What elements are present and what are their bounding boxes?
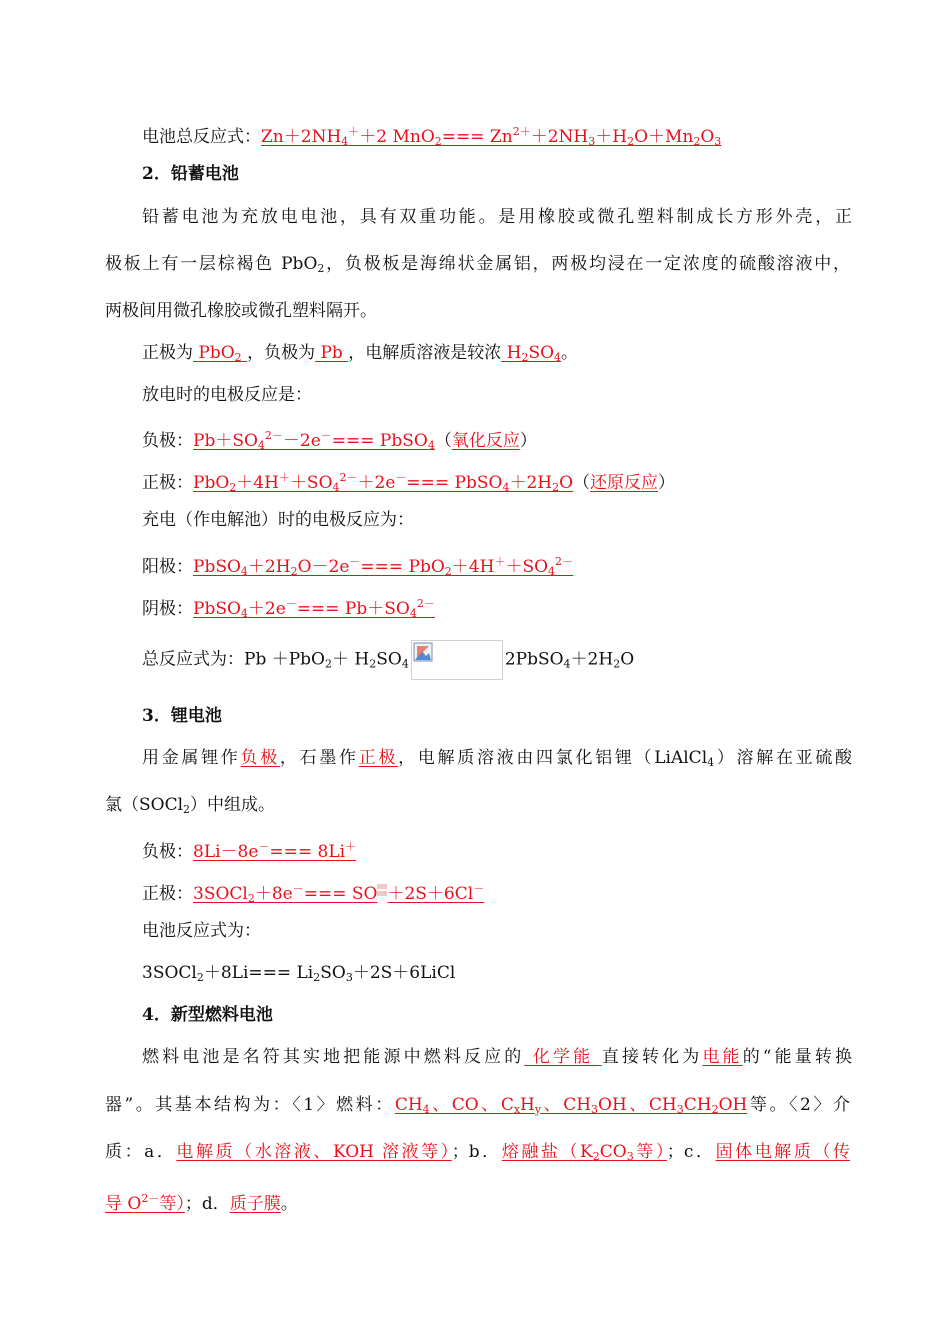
fuel-paragraph-line-4: 导 $O^{2-}$等）；d．质子膜。 bbox=[105, 1192, 298, 1214]
answer-electrolyte: $H_2SO_4$ bbox=[506, 343, 562, 364]
lithium-negative-line: 负极：8Li－8e－=== 8Li＋ bbox=[142, 840, 357, 862]
answer-cathode: PbO$_2$ bbox=[198, 343, 242, 364]
charge-label: 充电（作电解池）时的电极反应为： bbox=[142, 510, 414, 530]
electrodes-line: 正极为 PbO$_2$ ，负极为 Pb ，电解质溶液是较浓 $H_2SO_4$。 bbox=[142, 343, 579, 364]
cathode-line: 阴极：PbSO$_4$＋2e－=== $Pb+SO_4^{2-}$ bbox=[142, 597, 435, 620]
discharge-label: 放电时的电极反应是： bbox=[142, 385, 312, 405]
lithium-positive-line: 正极：3SOCl$_2$＋8e－=== SO ＋2S＋6Cl－ bbox=[142, 882, 485, 905]
section-heading-lithium: 3．锂电池 bbox=[142, 706, 222, 726]
total-reaction-line bbox=[142, 120, 852, 154]
cell-reaction-label: 电池反应式为： bbox=[142, 921, 261, 941]
lithium-paragraph-line-2: 氯（SOCl$_2$）中组成。 bbox=[105, 795, 276, 816]
answer-anode: Pb bbox=[320, 343, 343, 363]
broken-image-icon bbox=[411, 640, 503, 680]
anode-line: 阳极：$PbSO_4+2H_2O-2e^-=== PbO_2+4H^++SO_4^{2-}$ bbox=[142, 555, 574, 578]
positive-electrode-line: 正极：$PbO_2+4H^++SO_4^{2-}+2e^-===$ $PbSO_4+2H_2O$（还原反应） bbox=[142, 471, 676, 494]
fuel-paragraph-line-3: 质：a．电解质（水溶液、KOH 溶液等）；b．熔融盐（$K_2CO_3$等）；c．固体电解质（传 bbox=[105, 1142, 851, 1163]
overall-reaction-line: 总反应式为：$Pb +PbO_2+ H_2SO_4$ $2PbSO_4+2H_2O$ bbox=[142, 640, 852, 684]
fuel-paragraph-line-1: 燃料电池是名符其实地把能源中燃料反应的 化学能 直接转化为电能的“能量转换 bbox=[142, 1047, 853, 1067]
embedded-formula-icon bbox=[377, 883, 387, 899]
section-heading-fuel-cell: 4．新型燃料电池 bbox=[142, 1005, 273, 1025]
section-heading-lead-acid: 2．铅蓄电池 bbox=[142, 164, 239, 184]
fuel-paragraph-line-2: 器”。其基本结构为：〈1〉燃料：$CH_4$、CO、$C_xH_y$、$CH_3OH$、$CH_3CH_2OH$等。〈2〉介 bbox=[105, 1095, 850, 1116]
label: 电池总反应式： bbox=[142, 127, 261, 147]
paragraph-line-2: 极板上有一层棕褐色 PbO$_2$，负极板是海绵状金属铝，两极均浸在一定浓度的硫酸溶液中， bbox=[105, 254, 850, 275]
paragraph-line-3: 两极间用微孔橡胶或微孔塑料隔开。 bbox=[105, 301, 377, 321]
paragraph-line-1: 铅蓄电池为充放电电池，具有双重功能。是用橡胶或微孔塑料制成长方形外壳，正 bbox=[142, 207, 852, 227]
cell-reaction-line: 3SOCl$_2$＋8Li=== $Li_2SO_3+2S+6LiCl$ bbox=[142, 963, 456, 984]
negative-electrode-line: 负极：$Pb+SO_4^{2-}-2e^-===$ PbSO$_4$（氧化反应） bbox=[142, 429, 537, 452]
total-reaction-equation: $Zn+2NH_4^++2$ $MnO_2=== Zn^{2+}+2NH_3+H_2O+Mn_2O_3$ bbox=[261, 125, 722, 148]
lithium-paragraph-line-1: 用金属锂作负极，石墨作正极，电解质溶液由四氯化铝锂（LiAlCl$_4$）溶解在亚硫酸 bbox=[142, 748, 853, 769]
